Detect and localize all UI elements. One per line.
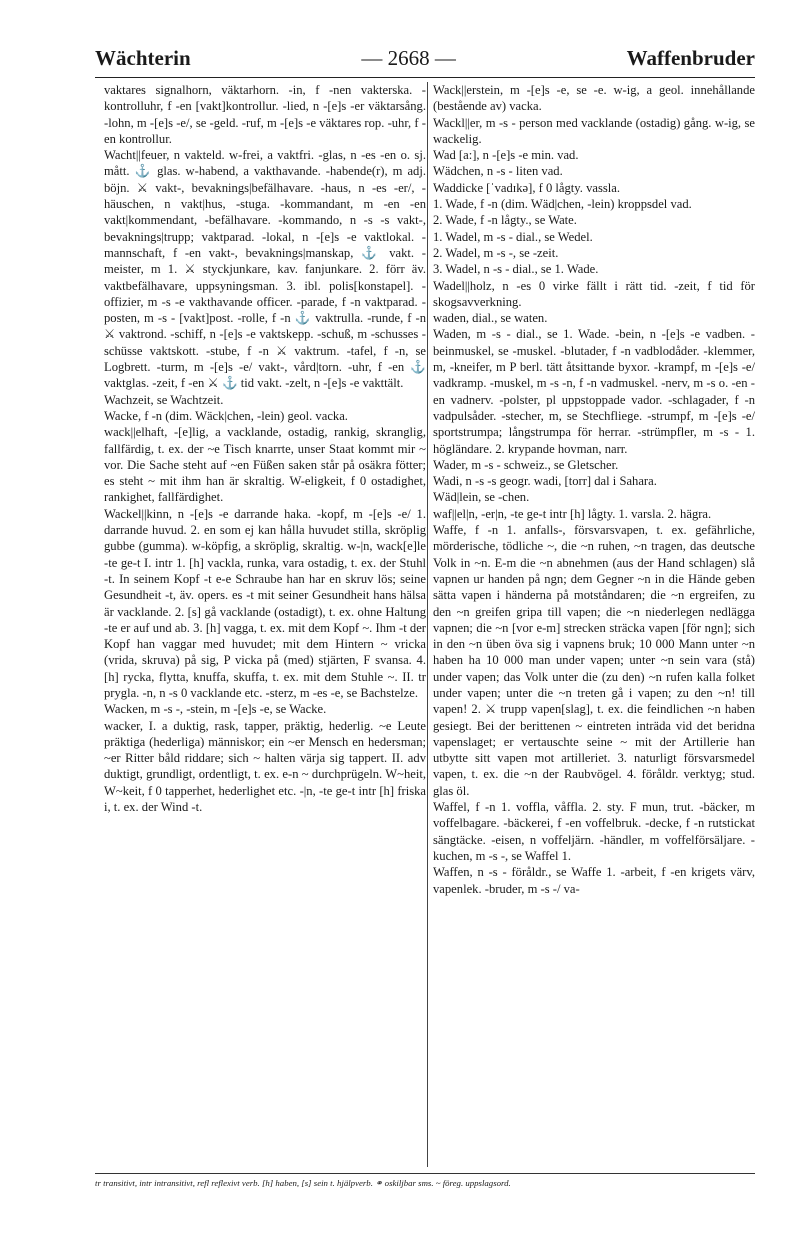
page-header: [95, 40, 755, 76]
header-right-word: Waffenbruder: [626, 45, 755, 70]
entry: 2. Wadel, m -s -, se -zeit.: [433, 245, 559, 260]
entry: Wacken, m -s -, -stein, m -[e]s -e, se Wacke.: [104, 702, 327, 717]
entry: Waffe, f -n 1. anfalls-, försvarsvapen, t. ex. gefährliche, mörderische, tödliche ~, die ~n ruhen, ~n tragen, das deutsche Volk in ~n. E-m die ~n abnehmen (aus der Hand schlagen) slå vapnen ur handen på ngn; dem Gegner ~n in die Hände geben sätta vapen i händerna på motståndaren; die ~n ergreifen, zu den ~n greifen gripa till vapen; die ~n niederlegen nedlägga vapnen; die ~n [vor e-m] strecken sträcka vapen [för ngn]; sich in den ~n üben öva sig i vapnens bruk; 10 000 Mann unter ~n haben ha 10 000 man under vapen; unter ~n sein vara (stå) under vapen; das Volk unter die (zu den) ~n rufen kalla folket under vapen; unter die ~n treten gå i vapen; zu den ~n! till vapen! 2. ⚔ trupp vapen[slag], t. ex. die feindlichen ~n haben gesiegt. Bei der berittenen ~ eintreten inträda vid det beridna vapenslaget; er vertauschte seine ~ mit der Artillerie han utbytte sitt vapen mot artilleriet. 3. naturligt försvarsmedel vapen, t. ex. die ~n der Raubvögel. 4. föråldr. verktyg; stud. glas öl.: [433, 523, 755, 798]
page-number: — 2668 —: [361, 45, 456, 70]
entry: Wacke, f -n (dim. Wäck|chen, -lein) geol. vacka.: [104, 408, 348, 423]
entry: Waffel, f -n 1. voffla, våffla. 2. sty. F mun, trut. -bäcker, m voffelbagare. -bäckerei, f -en voffelbruk. -decke, f -n rutstickat sängtäcke. -eisen, n voffeljärn. -händler, m voffelförsäljare. -kuchen, m -s -, se Waffel 1.: [433, 800, 755, 863]
entry: Wackl||er, m -s - person med vacklande (ostadig) gång. w-ig, se wackelig.: [433, 115, 755, 146]
header-rule: [95, 77, 755, 78]
entry: Wacht||feuer, n vakteld. w-frei, a vaktfri. -glas, n -es -en o. sj. mått. ⚓ glas. w-habend, a vakthavande. -habende(r), m adj. böjn. ⚔ vakt-, bevaknings|befälhavare. -haus, n -es -er/, -häuschen, n vakt|hus, -stuga. -kommandant, m -en -en vakt|kommendant, -befälhavare. -kommando, n -s -s vakt-, bevaknings|trupp; vaktparad. -lokal, n -[e]s -e vaktlokal. -mannschaft, f -en vakt-, bevaknings|manskap, ⚓ vakt. -meister, m 1. ⚔ styckjunkare, kav. fanjunkare. 2. förr äv. vaktbefälhavare, uppsyningsman. 3. ibl. polis[konstapel]. -offizier, m -s -e vakthavande officer. -parade, f -n vaktparad. -posten, m -s - [vakt]post. -rolle, f -n ⚓ vaktrulla. -runde, f -n ⚔ vaktrond. -schiff, n -[e]s -e vaktskepp. -schuß, m -schusses -schüsse vaktskott. -stube, f -n ⚔ vaktrum. -tafel, f -n, se Logbrett. -turm, m -[e]s -e/ vakt-, vård|torn. -uhr, f -en ⚓ vaktglas. -zeit, f -en ⚔ ⚓ tid vakt. -zelt, n -[e]s -e vakttält.: [104, 148, 426, 391]
entry: Waffen, n -s - föråldr., se Waffe 1. -arbeit, f -en krigets värv, vapenlek. -bruder, m -s -/ va-: [433, 865, 755, 896]
entry: Wäd|lein, se -chen.: [433, 490, 530, 505]
footer-rule: [95, 1173, 755, 1174]
entry: Wackel||kinn, n -[e]s -e darrande haka. -kopf, m -[e]s -e/ 1. darrande huvud. 2. en som ej kan hålla huvudet stilla, skröplig gubbe (gumma). w-köpfig, a skröplig, skraltig. w-|n, wack[e]le -te ge-t I. intr 1. [h] vackla, runka, vara ostadig, t. ex. der Stuhl -t. In seinem Kopf -t e-e Schraube han har en skruv lös; seine Gesundheit -t, äv. opers. es -t mit seiner Gesundheit hans hälsa är vacklande. 2. [s] gå vacklande (ostadigt), t. ex. ohne Haltung -te er auf und ab. 3. [h] vagga, t. ex. mit dem Kopf ~. Ihm -t der Kopf han vaggar med huvudet; mit dem Hintern ~ vricka (vrida, skruva) på sig, P vicka på (med) stjärten, F svansa. 4. [h] rycka, flytta, knuffa, skuffa, t. ex. mit dem Stuhle ~. II. tr prygla. -n, n -s 0 vacklande etc. -sterz, m -es -e, se Bachstelze.: [104, 506, 426, 700]
entry: 2. Wade, f -n lågty., se Wate.: [433, 213, 577, 228]
entry: Wachzeit, se Wachtzeit.: [104, 392, 224, 407]
entry: wacker, I. a duktig, rask, tapper, präktig, hederlig. ~e Leute präktiga (hederliga) människor; ein ~er Mensch en hedersman; ~er Ritter båld riddare; sich ~ halten värja sig tappert. II. adv duktigt, grundligt, ordentligt, t. ex. e-n ~ durchprügeln. W~heit, W~keit, f 0 tapperhet, hederlighet etc. -|n, -te ge-t intr [h] friska i, t. ex. der Wind -t.: [104, 718, 426, 815]
entry: Waden, m -s - dial., se 1. Wade. -bein, n -[e]s -e vadben. -beinmuskel, se -muskel. -blutader, f -n vadblodåder. -klemmer, m, -kneifer, m P berl. tätt åtsittande byxor. -krampf, m -[e]s -e/ vadkramp. -muskel, m -s -n, f -n vadmuskel. -nerv, m -s o. -en -en vadnerv. -polster, pl uppstoppade vador. -schlagader, f -n vadpulsåder. -stecher, m, se Stechfliege. -strumpf, m -[e]s -e/ sportstrumpa; långstrumpa för herrar. -strümpfler, m -s - 1. högländare. 2. krypande hovman, narr.: [433, 327, 755, 456]
entry: Wädchen, n -s - liten vad.: [433, 164, 563, 179]
entry: Waddicke [ˈvadɪkə], f 0 lågty. vassla.: [433, 180, 621, 195]
entry: Wadi, n -s -s geogr. wadi, [torr] dal i Sahara.: [433, 474, 657, 489]
entry: Wad [a:], n -[e]s -e min. vad.: [433, 148, 579, 163]
column-divider: [427, 82, 428, 1167]
right-column: [433, 82, 755, 897]
entry: waf||el|n, -er|n, -te ge-t intr [h] lågty. 1. varsla. 2. hägra.: [433, 506, 712, 521]
left-column: [104, 82, 426, 815]
entry: Wader, m -s - schweiz., se Gletscher.: [433, 457, 619, 472]
entry: 3. Wadel, n -s - dial., se 1. Wade.: [433, 262, 599, 277]
entry: 1. Wadel, m -s - dial., se Wedel.: [433, 229, 593, 244]
entry: vaktares signalhorn, väktarhorn. -in, f -nen vakterska. -kontrolluhr, f -en [vakt]kontrollur. -lied, n -[e]s -er väktarsång. -lohn, m -[e]s -e/, se -geld. -ruf, m -[e]s -e väktares rop. -uhr, f -en kontrollur.: [104, 83, 426, 146]
entry: Wadel||holz, n -es 0 virke fällt i rätt tid. -zeit, f tid för skogsavverkning.: [433, 278, 755, 309]
abbreviation-footer: tr transitivt, intr intransitivt, refl reflexivt verb. [h] haben, [s] sein t. hjälpverb. ⚭ oskiljbar sms. ~ föreg. uppslagsord.: [95, 1178, 511, 1188]
header-left-word: Wächterin: [95, 45, 191, 70]
entry: wack||elhaft, -[e]lig, a vacklande, ostadig, rankig, skranglig, fallfärdig, t. ex. der ~e Tisch knarrte, unser Staat kommt mir ~ vor. Die Sache steht auf ~en Füßen saken står på osäkra fötter; es steht ~ mit ihm han är skraltig. W-eligkeit, f 0 ostadighet, rankighet, fallfärdighet.: [104, 425, 426, 505]
entry: 1. Wade, f -n (dim. Wäd|chen, -lein) kroppsdel vad.: [433, 197, 692, 212]
entry: waden, dial., se waten.: [433, 311, 548, 326]
entry: Wack||erstein, m -[e]s -e, se -e. w-ig, a geol. innehållande (bestående av) vacka.: [433, 83, 755, 114]
